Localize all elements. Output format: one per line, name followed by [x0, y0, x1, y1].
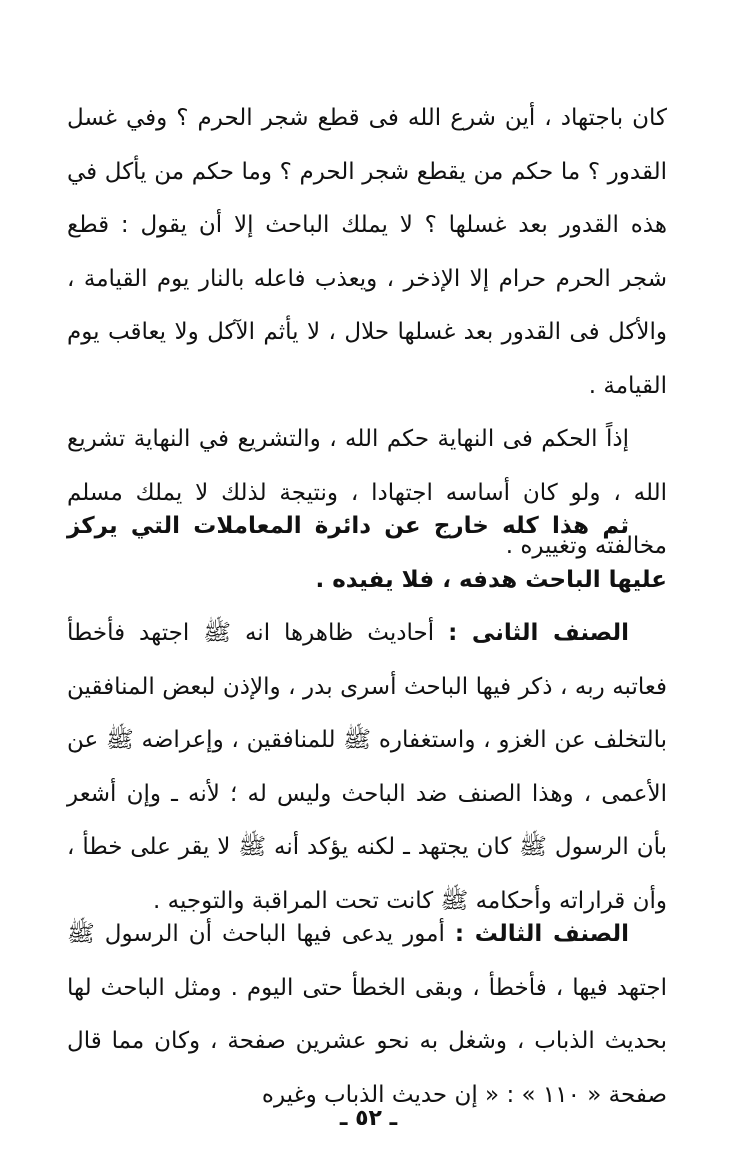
page-number: ـ ٥٢ ـ	[339, 1106, 398, 1131]
paragraph-third-body: أمور يدعى فيها الباحث أن الرسول ﷺ اجتهد فيها ، فأخطأ ، وبقى الخطأ حتى اليوم . ومثل الباحث لها بحديث الذباب ، وشغل به نحو عشرين صفحة ، وكان مما قال صفحة « ١١٠ » : « إن حديث الذباب وغيره	[67, 921, 667, 1108]
section-heading-second: الصنف الثانى :	[448, 620, 629, 646]
paragraph-third-category	[67, 908, 667, 1122]
text-block-bottom	[67, 908, 667, 1122]
paragraph-second-category	[67, 607, 667, 928]
paragraph-second-body: أحاديث ظاهرها انه ﷺ اجتهد فأخطأ فعاتبه ربه ، ذكر فيها الباحث أسرى بدر ، والإذن لبعض المنافقين بالتخلف عن الغزو ، واستغفاره ﷺ للمنافقين ، وإعراضه ﷺ عن الأعمى ، وهذا الصنف ضد الباحث وليس له ؛ لأنه ـ وإن أشعر بأن الرسول ﷺ كان يجتهد ـ لكنه يؤكد أنه ﷺ لا يقر على خطأ ، وأن قراراته وأحكامه ﷺ كانت تحت المراقبة والتوجيه .	[67, 620, 667, 914]
section-heading-third: الصنف الثالث :	[454, 921, 629, 947]
text-block-middle	[67, 500, 667, 928]
paragraph-conclusion: إذاً الحكم فى النهاية حكم الله ، والتشريع في النهاية تشريع الله ، ولو كان أساسه اجتهادا ، ونتيجة لذلك لا يملك مسلم مخالفته وتغييره .	[67, 426, 667, 559]
paragraph-continuation: كان باجتهاد ، أين شرع الله فى قطع شجر الحرم ؟ وفي غسل القدور ؟ ما حكم من يقطع شجر الحرم ؟ وما حكم من يأكل في هذه القدور بعد غسلها ؟ لا يملك الباحث إلا أن يقول : قطع شجر الحرم حرام إلا الإذخر ، ويعذب فاعله بالنار يوم القيامة ، والأكل فى القدور بعد غسلها حلال ، لا يأثم الآكل ولا يعاقب يوم القيامة .	[67, 105, 667, 399]
paragraph-summary: ثم هذا كله خارج عن دائرة المعاملات التي يركز عليها الباحث هدفه ، فلا يفيده .	[67, 513, 667, 593]
